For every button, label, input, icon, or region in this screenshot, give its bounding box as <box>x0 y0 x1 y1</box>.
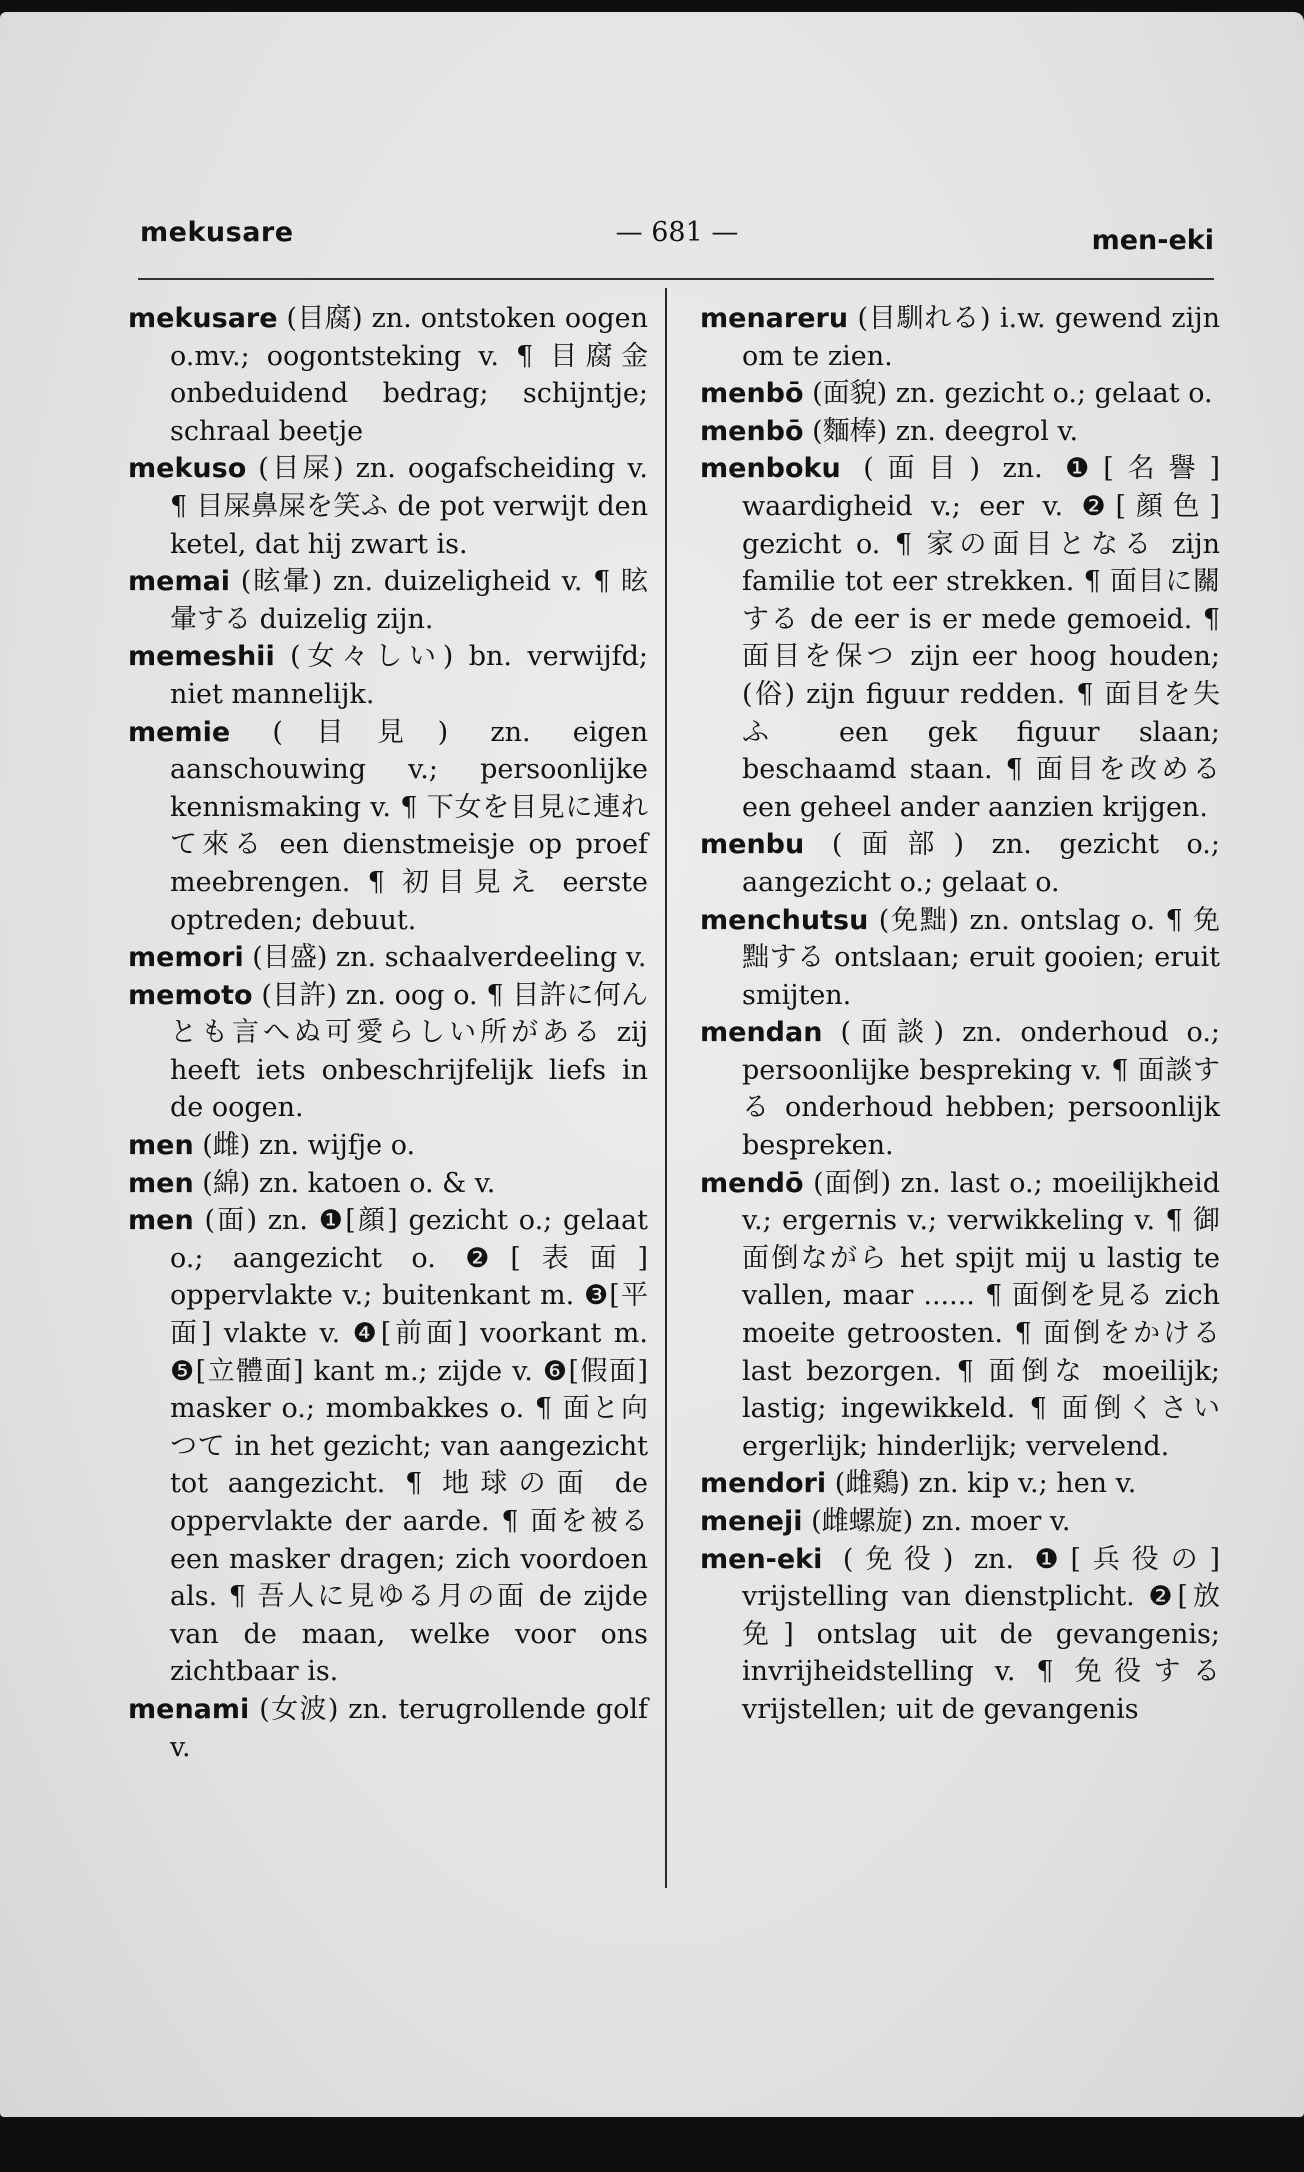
headword: men <box>128 1167 194 1199</box>
dictionary-entry <box>700 1465 1220 1503</box>
entry-text: (目見) zn. eigen aanschouwing v.; persoonlijke kennismaking v. ¶ 下女を目見に連れて來る een dienstmeisje op proef meebrengen. ¶ 初目見え eerste optreden; debuut. <box>170 716 648 936</box>
dictionary-entry <box>700 826 1220 901</box>
headword: men <box>128 1205 194 1237</box>
dictionary-entry <box>128 563 648 638</box>
entry-text: (眩暈) zn. duizeligheid v. ¶ 眩暈する duizelig zijn. <box>170 566 648 635</box>
entry-text: (麵棒) zn. deegrol v. <box>803 415 1079 447</box>
entry-text: (女波) zn. terugrollende golf v. <box>170 1693 648 1763</box>
entry-text: (目腐) zn. ontstoken oogen o.mv.; oogontsteking v. ¶ 目腐金 onbeduidend bedrag; schijntje; schraal beetje <box>170 303 648 447</box>
dictionary-entry <box>700 1541 1220 1729</box>
column-divider <box>665 288 667 1888</box>
dictionary-entry <box>700 1503 1220 1541</box>
entry-text: (面) zn. ❶[顔] gezicht o.; gelaat o.; aangezicht o. ❷[表面] oppervlakte v.; buitenkant m. ❸[平面] vlakte v. ❹[前面] voorkant m. ❺[立體面] kant m.; zijde v. ❻[假面] masker o.; mombakkes o. ¶ 面と向つて in het gezicht; van aangezicht tot aangezicht. ¶ 地球の面 de oppervlakte der aarde. ¶ 面を被る een masker dragen; zich voordoen als. ¶ 吾人に見ゆる月の面 de zijde van de maan, welke voor ons zichtbaar is. <box>170 1205 648 1688</box>
dictionary-entry <box>128 977 648 1127</box>
headword: memie <box>128 716 231 748</box>
entry-text: (雌鷄) zn. kip v.; hen v. <box>826 1468 1137 1500</box>
dictionary-entry <box>700 413 1220 451</box>
headword: meneji <box>700 1506 803 1537</box>
entry-text: (目馴れる) i.w. gewend zijn om te zien. <box>742 303 1220 372</box>
left-column <box>128 300 648 1766</box>
dictionary-entry <box>128 450 648 563</box>
headword: menami <box>128 1693 250 1725</box>
entry-text: (面談) zn. onderhoud o.; persoonlijke bespreking v. ¶ 面談する onderhoud hebben; persoonlijk bespreken. <box>742 1017 1220 1162</box>
headword: mekusare <box>128 303 278 334</box>
dictionary-entry <box>700 450 1220 826</box>
headword: men <box>128 1130 194 1162</box>
entry-text: (面部) zn. gezicht o.; aangezicht o.; gelaat o. <box>742 829 1220 898</box>
dictionary-entry <box>128 638 648 713</box>
entry-text: (綿) zn. katoen o. & v. <box>193 1167 496 1199</box>
headword: men-eki <box>700 1543 823 1575</box>
entry-text: (目屎) zn. oogafscheiding v. ¶ 目屎鼻屎を笑ふ de pot verwijt den ketel, dat hij zwart is. <box>170 453 648 560</box>
headword: menbō <box>700 378 804 410</box>
headword: menbō <box>700 415 804 447</box>
header-rule <box>138 278 1214 280</box>
entry-text: (面倒) zn. last o.; moeilijkheid v.; ergernis v.; verwikkeling v. ¶ 御面倒ながら het spijt mij u lastig te vallen, maar ...... ¶ 面倒を見る zich moeite getroosten. ¶ 面倒をかける last bezorgen. ¶ 面倒な moeilijk; lastig; ingewikkeld. ¶ 面倒くさい ergerlijk; hinderlijk; vervelend. <box>742 1167 1220 1462</box>
entry-text: (雌螺旋) zn. moer v. <box>802 1506 1071 1537</box>
headword: menareru <box>700 303 849 334</box>
dictionary-page <box>0 12 1304 2117</box>
headword: memai <box>128 566 231 598</box>
dictionary-entry <box>700 1165 1220 1466</box>
entry-text: (面目) zn. ❶[名譽] waardigheid v.; eer v. ❷[顔色] gezicht o. ¶ 家の面目となる zijn familie tot eer strekken. ¶ 面目に關する de eer is er mede gemoeid. ¶ 面目を保つ zijn eer hoog houden; (俗) zijn figuur redden. ¶ 面目を失ふ een gek figuur slaan; beschaamd staan. ¶ 面目を改める een geheel ander aanzien krijgen. <box>742 453 1220 823</box>
dictionary-entry <box>128 1691 648 1766</box>
entry-text: (目許) zn. oog o. ¶ 目許に何んとも言へぬ可愛らしい所がある zij heeft iets onbeschrijfelijk liefs in de oogen. <box>170 979 648 1124</box>
headword: memori <box>128 942 244 974</box>
running-head <box>140 217 1214 267</box>
dictionary-entry <box>700 375 1220 413</box>
headword: memoto <box>128 979 253 1011</box>
entry-text: (免黜) zn. ontslag o. ¶ 免黜する ontslaan; eruit gooien; eruit smijten. <box>742 904 1220 1011</box>
headword: menbu <box>700 829 805 861</box>
headword: mendori <box>700 1468 827 1500</box>
dictionary-entry <box>700 300 1220 375</box>
headword: memeshii <box>128 641 275 673</box>
headword: mendō <box>700 1167 804 1199</box>
dictionary-entry <box>128 939 648 977</box>
headword: mendan <box>700 1017 823 1049</box>
dictionary-entry <box>128 300 648 450</box>
page-number: — 681 — <box>615 217 739 248</box>
dictionary-entry <box>700 902 1220 1015</box>
dictionary-entry <box>700 1014 1220 1164</box>
dictionary-entry <box>128 714 648 940</box>
dictionary-entry <box>128 1165 648 1203</box>
dictionary-entry <box>128 1127 648 1165</box>
entry-text: (雌) zn. wijfje o. <box>193 1130 416 1162</box>
headword: menboku <box>700 453 841 485</box>
headword: mekuso <box>128 453 247 485</box>
right-column <box>700 300 1220 1729</box>
right-guide-word: men-eki <box>1091 225 1214 256</box>
dictionary-entry <box>128 1202 648 1691</box>
left-guide-word: mekusare <box>140 217 294 248</box>
headword: menchutsu <box>700 904 869 936</box>
entry-text: (女々しい) bn. verwijfd; niet mannelijk. <box>170 641 648 710</box>
entry-text: (面貌) zn. gezicht o.; gelaat o. <box>803 378 1213 410</box>
entry-text: (目盛) zn. schaalverdeeling v. <box>243 942 647 974</box>
entry-text: (免役) zn. ❶[兵役の] vrijstelling van dienstplicht. ❷[放免] ontslag uit de gevangenis; invrijheidstelling v. ¶ 免役する vrijstellen; uit de gevangenis <box>742 1543 1220 1725</box>
